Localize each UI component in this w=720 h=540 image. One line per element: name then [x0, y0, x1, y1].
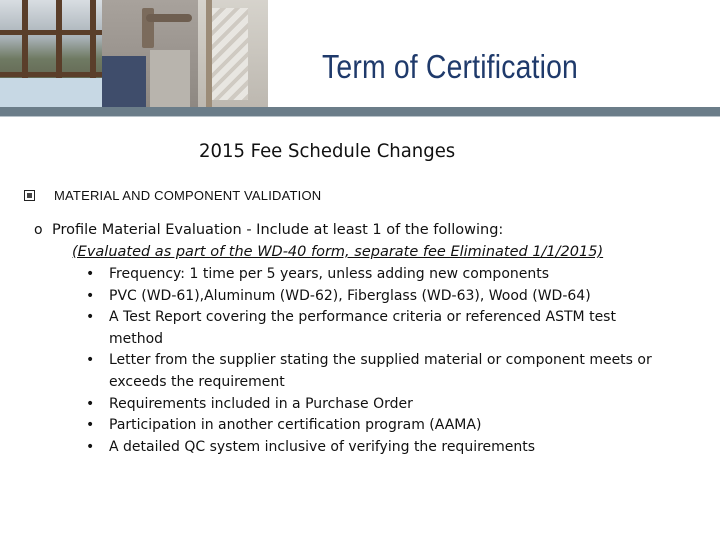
decorative-glass-photo [198, 0, 268, 107]
frame-photo [150, 50, 190, 107]
bullet-icon: • [86, 417, 95, 434]
list-item: • PVC (WD-61),Aluminum (WD-62), Fiberglass (WD-63), Wood (WD-64) [86, 286, 686, 308]
header-photo-collage [0, 0, 268, 107]
circle-bullet-icon: o [34, 222, 43, 238]
profile-note: (Evaluated as part of the WD-40 form, separate fee Eliminated 1/1/2015) [72, 244, 604, 260]
bullet-icon: • [86, 309, 95, 326]
bullet-icon: • [86, 266, 95, 282]
bullet-icon: • [86, 438, 95, 455]
list-item: • Participation in another certification program (AAMA) [86, 415, 686, 437]
list-item: • Frequency: 1 time per 5 years, unless adding new components [86, 264, 686, 286]
header-divider-band [0, 107, 720, 116]
bullet-icon: • [86, 287, 95, 304]
slide-title: Term of Certification [322, 48, 578, 85]
list-item: • Letter from the supplier stating the supplied material or component meets or exceeds the requirement [86, 352, 652, 390]
section-heading-text: MATERIAL AND COMPONENT VALIDATION [54, 188, 322, 203]
bullet-icon: • [86, 352, 95, 369]
requirement-list [86, 264, 686, 458]
profile-lead-text: Profile Material Evaluation - Include at least 1 of the following: [52, 222, 504, 238]
list-item: • Requirements included in a Purchase Order [86, 394, 686, 416]
blind-photo [0, 78, 102, 107]
section-heading [24, 188, 321, 203]
header-divider-edge [0, 116, 720, 117]
slide-subtitle: 2015 Fee Schedule Changes [199, 140, 456, 162]
square-bullet-icon [24, 190, 35, 201]
list-item: • A detailed QC system inclusive of verifying the requirements [86, 437, 686, 459]
profile-lead [34, 222, 504, 238]
list-item: • A Test Report covering the performance criteria or referenced ASTM test method [86, 309, 616, 347]
bullet-icon: • [86, 395, 95, 412]
